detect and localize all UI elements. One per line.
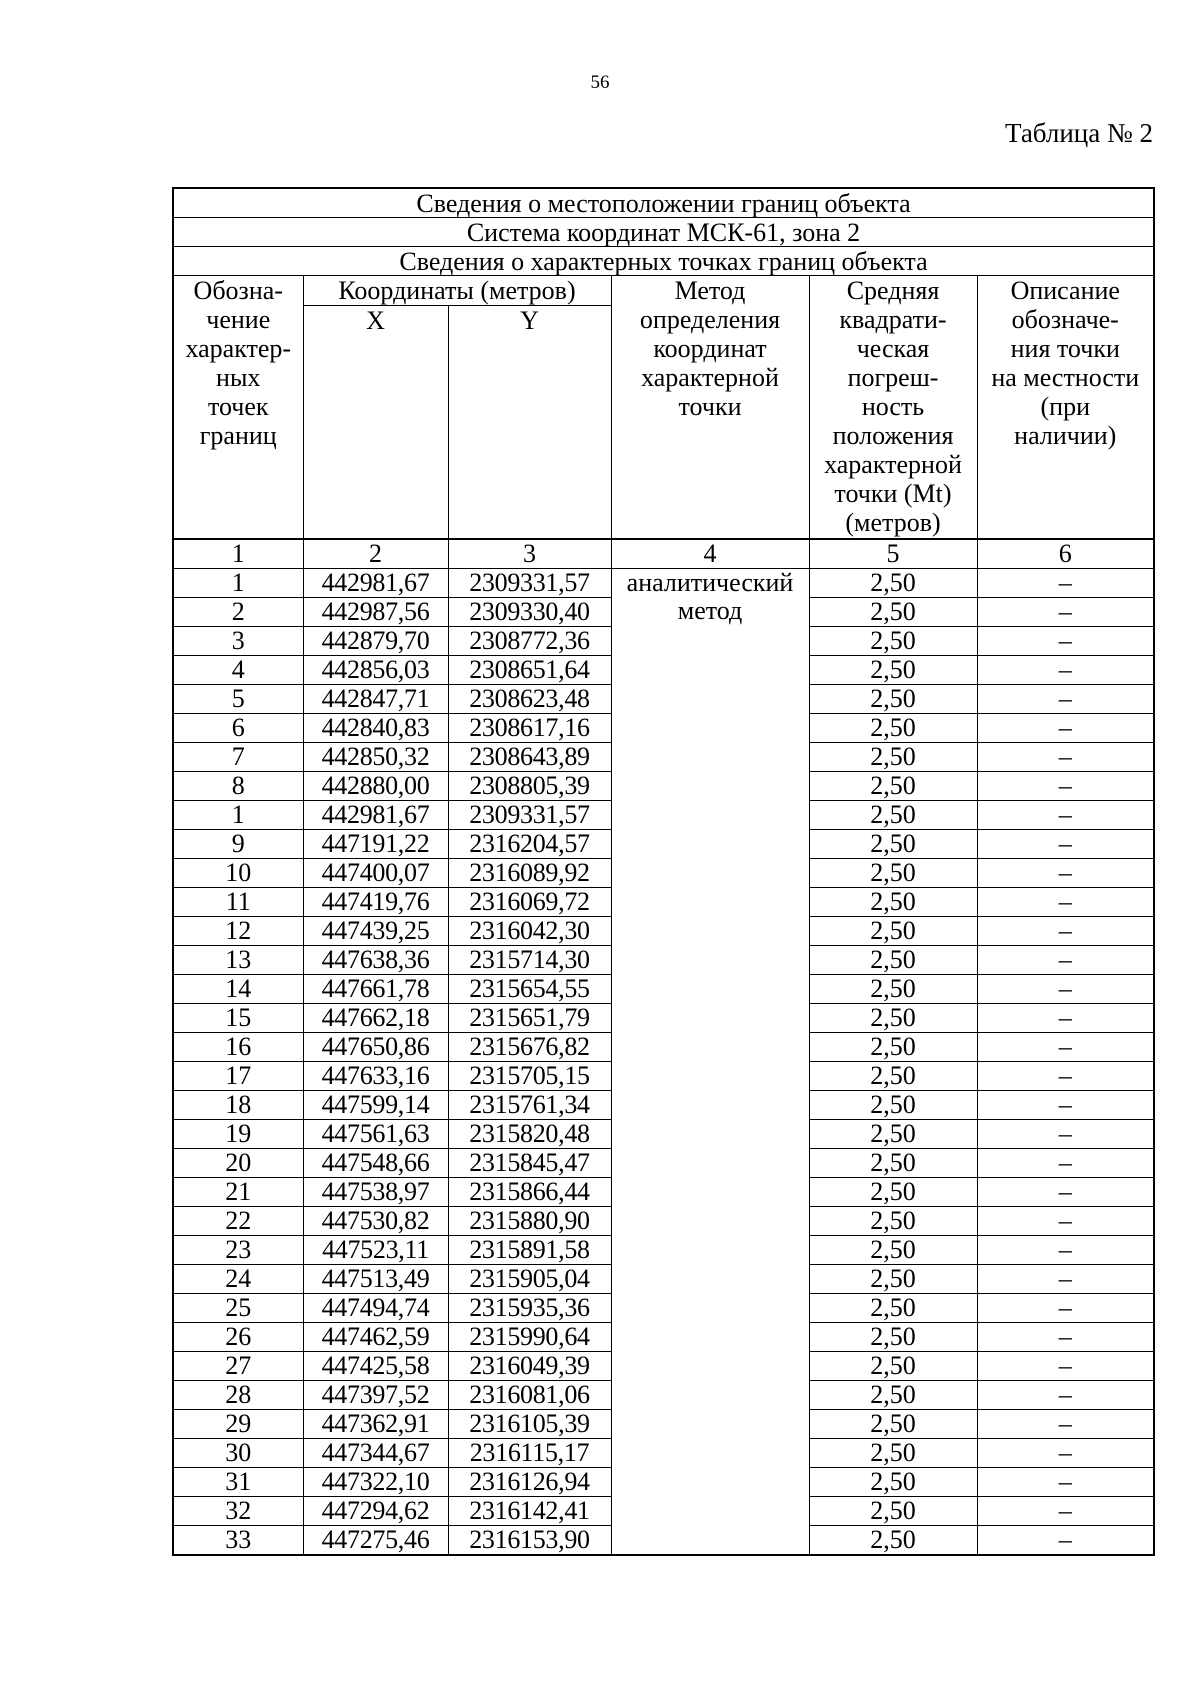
description-cell: – <box>977 1236 1154 1265</box>
table-body <box>173 569 1154 1556</box>
point-number-cell: 1 <box>173 801 303 830</box>
error-cell: 2,50 <box>809 917 977 946</box>
y-coordinate-cell: 2316069,72 <box>448 888 611 917</box>
description-cell: – <box>977 1149 1154 1178</box>
y-coordinate-cell: 2316153,90 <box>448 1526 611 1556</box>
description-cell: – <box>977 1468 1154 1497</box>
x-coordinate-cell: 447344,67 <box>303 1439 448 1468</box>
error-cell: 2,50 <box>809 1526 977 1556</box>
point-number-cell: 12 <box>173 917 303 946</box>
x-coordinate-cell: 447662,18 <box>303 1004 448 1033</box>
x-coordinate-cell: 447362,91 <box>303 1410 448 1439</box>
description-cell: – <box>977 1410 1154 1439</box>
description-cell: – <box>977 1062 1154 1091</box>
x-coordinate-cell: 447462,59 <box>303 1323 448 1352</box>
point-number-cell: 18 <box>173 1091 303 1120</box>
y-coordinate-cell: 2315905,04 <box>448 1265 611 1294</box>
y-coordinate-cell: 2315891,58 <box>448 1236 611 1265</box>
point-number-cell: 5 <box>173 685 303 714</box>
error-cell: 2,50 <box>809 598 977 627</box>
y-coordinate-cell: 2316042,30 <box>448 917 611 946</box>
x-coordinate-cell: 447439,25 <box>303 917 448 946</box>
error-cell: 2,50 <box>809 975 977 1004</box>
error-cell: 2,50 <box>809 1207 977 1236</box>
error-cell: 2,50 <box>809 1323 977 1352</box>
y-coordinate-cell: 2316115,17 <box>448 1439 611 1468</box>
error-cell: 2,50 <box>809 1091 977 1120</box>
error-cell: 2,50 <box>809 1178 977 1207</box>
y-coordinate-cell: 2315935,36 <box>448 1294 611 1323</box>
error-cell: 2,50 <box>809 743 977 772</box>
error-cell: 2,50 <box>809 859 977 888</box>
description-cell: – <box>977 859 1154 888</box>
error-cell: 2,50 <box>809 1149 977 1178</box>
header-description: Описание обозначе- ния точки на местности (при наличии) <box>977 276 1154 540</box>
description-cell: – <box>977 714 1154 743</box>
table-header <box>173 188 1154 569</box>
error-cell: 2,50 <box>809 1352 977 1381</box>
point-number-cell: 19 <box>173 1120 303 1149</box>
point-number-cell: 9 <box>173 830 303 859</box>
error-cell: 2,50 <box>809 1236 977 1265</box>
error-cell: 2,50 <box>809 1004 977 1033</box>
description-cell: – <box>977 1526 1154 1556</box>
error-cell: 2,50 <box>809 1381 977 1410</box>
x-coordinate-cell: 447523,11 <box>303 1236 448 1265</box>
x-coordinate-cell: 442981,67 <box>303 801 448 830</box>
y-coordinate-cell: 2316204,57 <box>448 830 611 859</box>
point-number-cell: 13 <box>173 946 303 975</box>
y-coordinate-cell: 2309331,57 <box>448 801 611 830</box>
x-coordinate-cell: 447661,78 <box>303 975 448 1004</box>
point-number-cell: 15 <box>173 1004 303 1033</box>
point-number-cell: 23 <box>173 1236 303 1265</box>
column-number: 4 <box>611 539 809 569</box>
x-coordinate-cell: 447322,10 <box>303 1468 448 1497</box>
description-cell: – <box>977 627 1154 656</box>
x-coordinate-cell: 442847,71 <box>303 685 448 714</box>
x-coordinate-cell: 447561,63 <box>303 1120 448 1149</box>
description-cell: – <box>977 917 1154 946</box>
x-coordinate-cell: 447530,82 <box>303 1207 448 1236</box>
point-number-cell: 10 <box>173 859 303 888</box>
description-cell: – <box>977 772 1154 801</box>
description-cell: – <box>977 743 1154 772</box>
error-cell: 2,50 <box>809 1265 977 1294</box>
error-cell: 2,50 <box>809 1439 977 1468</box>
x-coordinate-cell: 447638,36 <box>303 946 448 975</box>
y-coordinate-cell: 2308772,36 <box>448 627 611 656</box>
point-number-cell: 11 <box>173 888 303 917</box>
header-error: Средняя квадрати- ческая погреш- ность положения характерной точки (Mt) (метров) <box>809 276 977 540</box>
x-coordinate-cell: 447191,22 <box>303 830 448 859</box>
column-number: 3 <box>448 539 611 569</box>
point-number-cell: 22 <box>173 1207 303 1236</box>
point-number-cell: 28 <box>173 1381 303 1410</box>
column-number: 1 <box>173 539 303 569</box>
description-cell: – <box>977 1352 1154 1381</box>
y-coordinate-cell: 2315845,47 <box>448 1149 611 1178</box>
y-coordinate-cell: 2316105,39 <box>448 1410 611 1439</box>
x-coordinate-cell: 442879,70 <box>303 627 448 656</box>
x-coordinate-cell: 447633,16 <box>303 1062 448 1091</box>
error-cell: 2,50 <box>809 1468 977 1497</box>
y-coordinate-cell: 2315654,55 <box>448 975 611 1004</box>
point-number-cell: 29 <box>173 1410 303 1439</box>
description-cell: – <box>977 1091 1154 1120</box>
column-number: 2 <box>303 539 448 569</box>
error-cell: 2,50 <box>809 1120 977 1149</box>
error-cell: 2,50 <box>809 627 977 656</box>
description-cell: – <box>977 1439 1154 1468</box>
y-coordinate-cell: 2315705,15 <box>448 1062 611 1091</box>
error-cell: 2,50 <box>809 569 977 598</box>
point-number-cell: 3 <box>173 627 303 656</box>
header-method: Метод определения координат характерной точки <box>611 276 809 540</box>
y-coordinate-cell: 2316142,41 <box>448 1497 611 1526</box>
point-number-cell: 24 <box>173 1265 303 1294</box>
description-cell: – <box>977 598 1154 627</box>
description-cell: – <box>977 975 1154 1004</box>
description-cell: – <box>977 1207 1154 1236</box>
error-cell: 2,50 <box>809 1410 977 1439</box>
column-number: 5 <box>809 539 977 569</box>
error-cell: 2,50 <box>809 714 977 743</box>
point-number-cell: 17 <box>173 1062 303 1091</box>
x-coordinate-cell: 447425,58 <box>303 1352 448 1381</box>
y-coordinate-cell: 2308617,16 <box>448 714 611 743</box>
point-number-cell: 16 <box>173 1033 303 1062</box>
header-y: Y <box>448 306 611 540</box>
header-designation: Обозна- чение характер- ных точек границ <box>173 276 303 540</box>
y-coordinate-cell: 2315651,79 <box>448 1004 611 1033</box>
description-cell: – <box>977 888 1154 917</box>
y-coordinate-cell: 2315676,82 <box>448 1033 611 1062</box>
point-number-cell: 7 <box>173 743 303 772</box>
x-coordinate-cell: 447400,07 <box>303 859 448 888</box>
description-cell: – <box>977 1178 1154 1207</box>
description-cell: – <box>977 1265 1154 1294</box>
y-coordinate-cell: 2315714,30 <box>448 946 611 975</box>
error-cell: 2,50 <box>809 888 977 917</box>
point-number-cell: 6 <box>173 714 303 743</box>
point-number-cell: 30 <box>173 1439 303 1468</box>
description-cell: – <box>977 1004 1154 1033</box>
header-coordinates: Координаты (метров) <box>303 276 611 306</box>
y-coordinate-cell: 2316126,94 <box>448 1468 611 1497</box>
table-caption: Таблица № 2 <box>1005 118 1153 148</box>
description-cell: – <box>977 1033 1154 1062</box>
y-coordinate-cell: 2308651,64 <box>448 656 611 685</box>
column-numbers-row <box>173 539 1154 569</box>
x-coordinate-cell: 447650,86 <box>303 1033 448 1062</box>
coordinates-table <box>172 187 1155 1556</box>
point-number-cell: 32 <box>173 1497 303 1526</box>
point-number-cell: 4 <box>173 656 303 685</box>
error-cell: 2,50 <box>809 1497 977 1526</box>
description-cell: – <box>977 1294 1154 1323</box>
error-cell: 2,50 <box>809 772 977 801</box>
error-cell: 2,50 <box>809 830 977 859</box>
point-number-cell: 33 <box>173 1526 303 1556</box>
x-coordinate-cell: 447538,97 <box>303 1178 448 1207</box>
point-number-cell: 2 <box>173 598 303 627</box>
error-cell: 2,50 <box>809 801 977 830</box>
error-cell: 2,50 <box>809 1294 977 1323</box>
error-cell: 2,50 <box>809 946 977 975</box>
x-coordinate-cell: 442981,67 <box>303 569 448 598</box>
x-coordinate-cell: 447419,76 <box>303 888 448 917</box>
y-coordinate-cell: 2316089,92 <box>448 859 611 888</box>
y-coordinate-cell: 2315866,44 <box>448 1178 611 1207</box>
x-coordinate-cell: 442856,03 <box>303 656 448 685</box>
table-title-points: Сведения о характерных точках границ объекта <box>173 247 1154 276</box>
description-cell: – <box>977 1497 1154 1526</box>
point-number-cell: 25 <box>173 1294 303 1323</box>
x-coordinate-cell: 447494,74 <box>303 1294 448 1323</box>
description-cell: – <box>977 569 1154 598</box>
table-row <box>173 569 1154 598</box>
description-cell: – <box>977 1381 1154 1410</box>
x-coordinate-cell: 442840,83 <box>303 714 448 743</box>
y-coordinate-cell: 2315761,34 <box>448 1091 611 1120</box>
y-coordinate-cell: 2316049,39 <box>448 1352 611 1381</box>
error-cell: 2,50 <box>809 1033 977 1062</box>
point-number-cell: 27 <box>173 1352 303 1381</box>
y-coordinate-cell: 2315820,48 <box>448 1120 611 1149</box>
point-number-cell: 21 <box>173 1178 303 1207</box>
error-cell: 2,50 <box>809 656 977 685</box>
x-coordinate-cell: 447275,46 <box>303 1526 448 1556</box>
description-cell: – <box>977 1323 1154 1352</box>
point-number-cell: 31 <box>173 1468 303 1497</box>
x-coordinate-cell: 447397,52 <box>303 1381 448 1410</box>
error-cell: 2,50 <box>809 1062 977 1091</box>
description-cell: – <box>977 656 1154 685</box>
method-cell: аналитический метод <box>611 569 809 1556</box>
column-number: 6 <box>977 539 1154 569</box>
description-cell: – <box>977 1120 1154 1149</box>
description-cell: – <box>977 830 1154 859</box>
table-title-coordinate-system: Система координат МСК-61, зона 2 <box>173 218 1154 247</box>
x-coordinate-cell: 442880,00 <box>303 772 448 801</box>
point-number-cell: 26 <box>173 1323 303 1352</box>
x-coordinate-cell: 447599,14 <box>303 1091 448 1120</box>
x-coordinate-cell: 442850,32 <box>303 743 448 772</box>
error-cell: 2,50 <box>809 685 977 714</box>
point-number-cell: 8 <box>173 772 303 801</box>
y-coordinate-cell: 2308643,89 <box>448 743 611 772</box>
x-coordinate-cell: 447548,66 <box>303 1149 448 1178</box>
header-x: X <box>303 306 448 540</box>
table-title-location: Сведения о местоположении границ объекта <box>173 188 1154 218</box>
description-cell: – <box>977 685 1154 714</box>
point-number-cell: 20 <box>173 1149 303 1178</box>
y-coordinate-cell: 2315990,64 <box>448 1323 611 1352</box>
point-number-cell: 1 <box>173 569 303 598</box>
x-coordinate-cell: 447513,49 <box>303 1265 448 1294</box>
description-cell: – <box>977 946 1154 975</box>
x-coordinate-cell: 447294,62 <box>303 1497 448 1526</box>
x-coordinate-cell: 442987,56 <box>303 598 448 627</box>
page-number: 56 <box>590 72 610 93</box>
point-number-cell: 14 <box>173 975 303 1004</box>
y-coordinate-cell: 2316081,06 <box>448 1381 611 1410</box>
y-coordinate-cell: 2308623,48 <box>448 685 611 714</box>
description-cell: – <box>977 801 1154 830</box>
y-coordinate-cell: 2308805,39 <box>448 772 611 801</box>
y-coordinate-cell: 2309330,40 <box>448 598 611 627</box>
y-coordinate-cell: 2309331,57 <box>448 569 611 598</box>
y-coordinate-cell: 2315880,90 <box>448 1207 611 1236</box>
